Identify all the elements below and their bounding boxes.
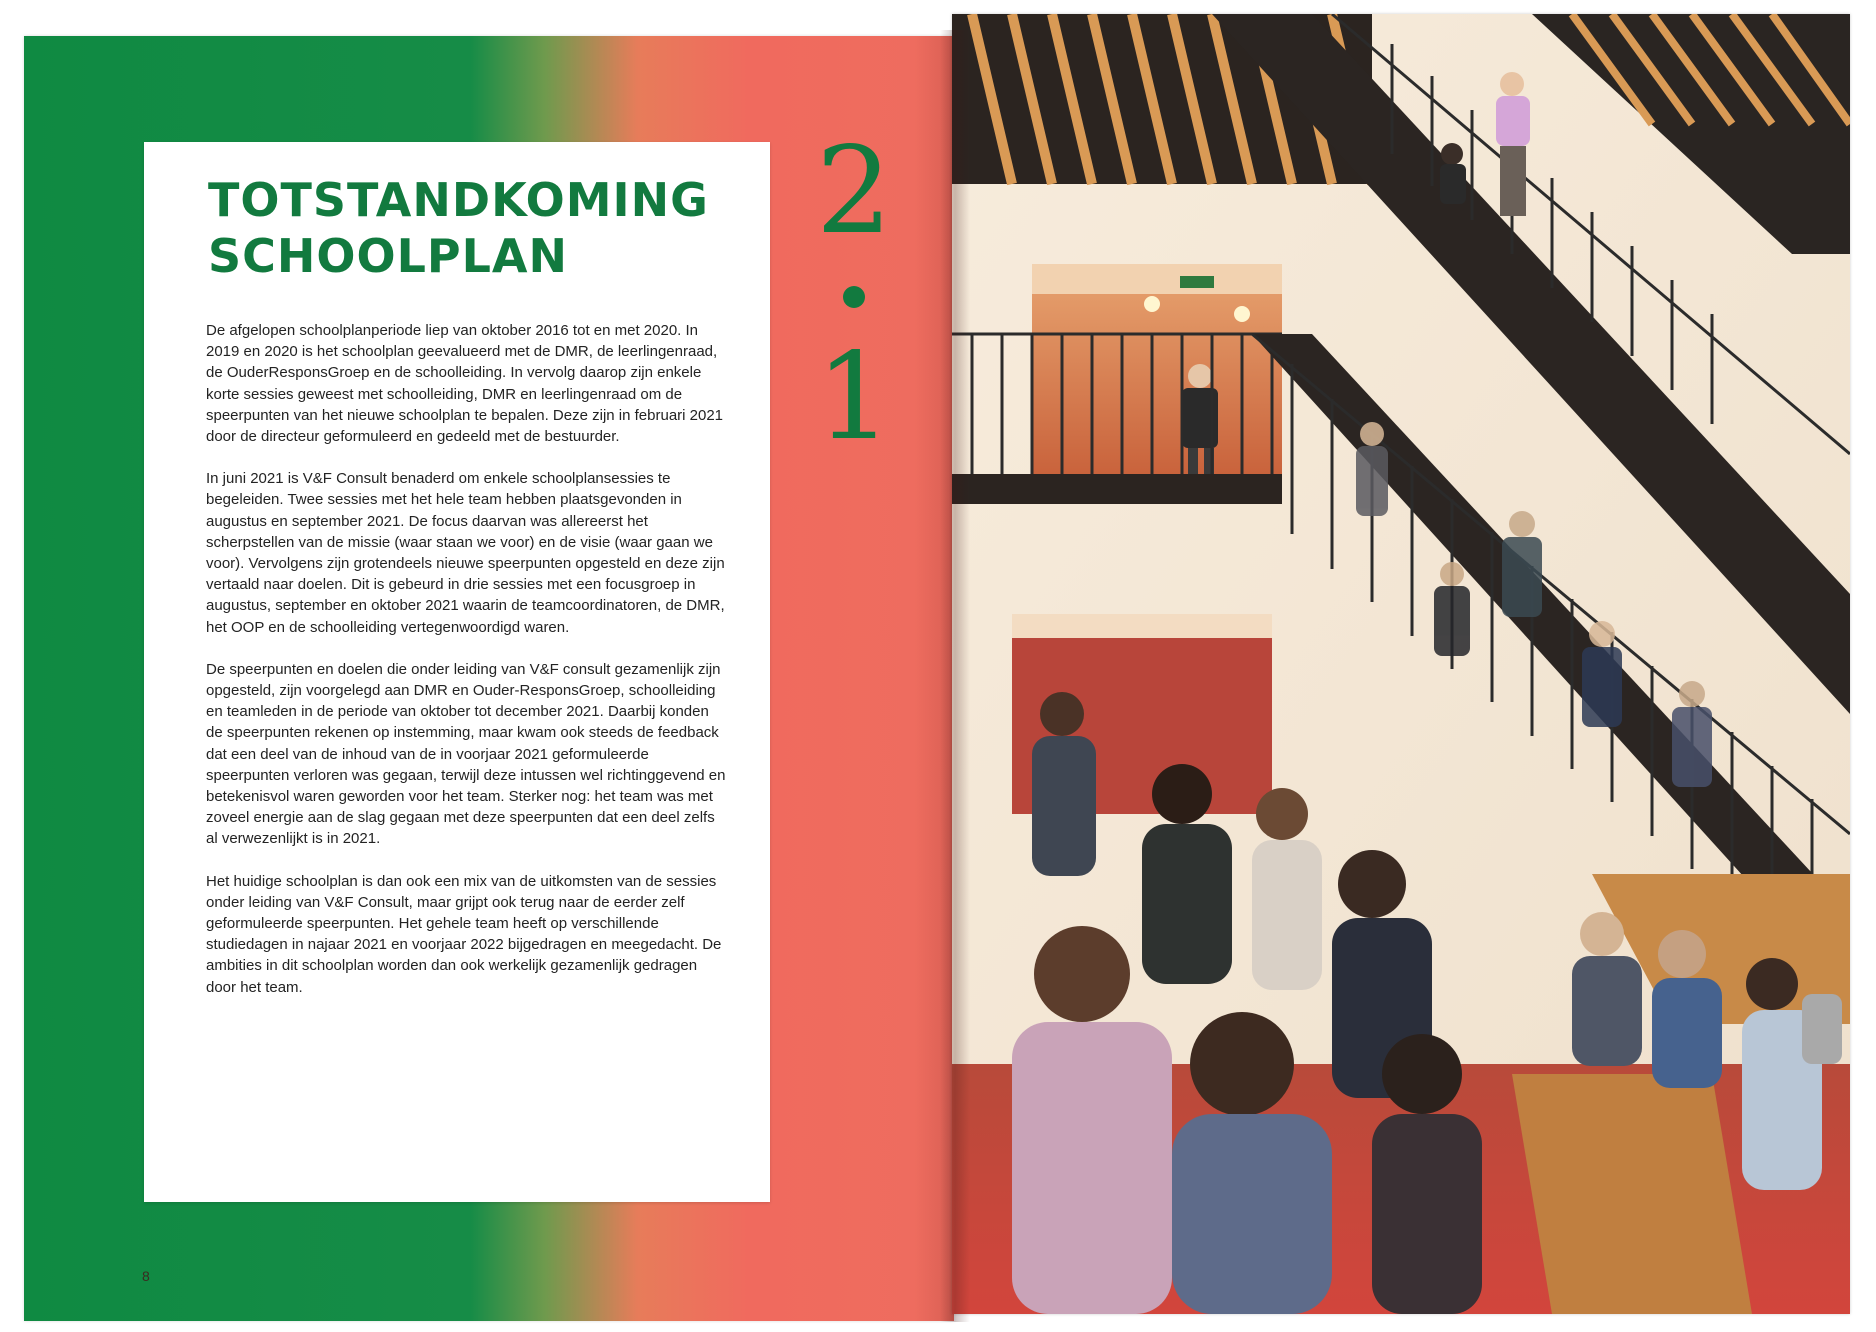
chapter-major: 2 <box>815 122 893 261</box>
page-title <box>208 172 768 284</box>
landing-room <box>1032 264 1282 474</box>
body-text <box>206 320 726 1019</box>
text-card <box>144 142 770 1202</box>
chapter-number <box>794 122 914 467</box>
left-page <box>24 36 954 1321</box>
chapter-dot <box>843 286 865 308</box>
page-title-line-2: SCHOOLPLAN <box>208 229 569 283</box>
paragraph-2: In juni 2021 is V&F Consult benaderd om enkele schoolplansessies te begeleiden. Twee sessies met het hele team hebben plaatsgevonden in augustus en september 2021. De focus daarvan was allereerst het scherpstellen van de missie (waar staan we voor) en de visie (waar gaan we voor). Vervolgens zijn grotendeels nieuwe speerpunten opgesteld en deze zijn vertaald naar doelen. Dit is gebeurd in drie sessies met een focusgroep in augustus, september en oktober 2021 waarin de teamcoordinatoren, de DMR, het OOP en de schoolleiding vertegenwoordigd waren. <box>206 470 725 636</box>
paragraph-4: Het huidige schoolplan is dan ook een mix van de uitkomsten van de sessies onder leiding van V&F Consult, maar grijpt ook terug naar de eerder zelf geformuleerde speerpunten. Het gehele team heeft op verschillende studiedagen in najaar 2021 en voorjaar 2022 bijgedragen en meegedacht. De ambities in dit schoolplan worden dan ook werkelijk gezamenlijk gedragen door het team. <box>206 872 722 996</box>
right-page-photo <box>952 14 1850 1314</box>
chapter-minor: 1 <box>815 328 893 467</box>
page-number: 8 <box>142 1268 150 1284</box>
paragraph-1: De afgelopen schoolplanperiode liep van oktober 2016 tot en met 2020. In 2019 en 2020 is het schoolplan geevalueerd met de DMR, de leerlingenraad, de OuderResponsGroep en de schoolleiding. In vervolg daarop zijn enkele korte sessies geweest met schoolleiding, DMR en leerlingenraad om de speerpunten van het nieuwe schoolplan te bepalen. Deze zijn in februari 2021 door de directeur geformuleerd en gedeeld met de bestuurder. <box>206 322 724 446</box>
page-title-line-1: TOTSTANDKOMING <box>208 173 709 227</box>
gutter <box>940 30 970 1322</box>
paragraph-3: De speerpunten en doelen die onder leiding van V&F consult gezamenlijk zijn opgesteld, zijn voorgelegd aan DMR en Ouder-ResponsGroep, schoolleiding en teamleden in de periode van oktober tot december 2021. Daarbij konden de speerpunten rekenen op instemming, maar kwam ook steeds de feedback dat een deel van de inhoud van de in voorjaar 2021 geformuleerde speerpunten verloren was gegaan, terwijl deze intussen wel richtinggevend en betekenisvol waren geworden voor het team. Sterker nog: het team was met zoveel energie aan de slag gegaan met deze speerpunten dat een deel zelfs al verwezenlijkt is in 2021. <box>206 660 726 848</box>
stairwell-photo <box>952 14 1850 1314</box>
